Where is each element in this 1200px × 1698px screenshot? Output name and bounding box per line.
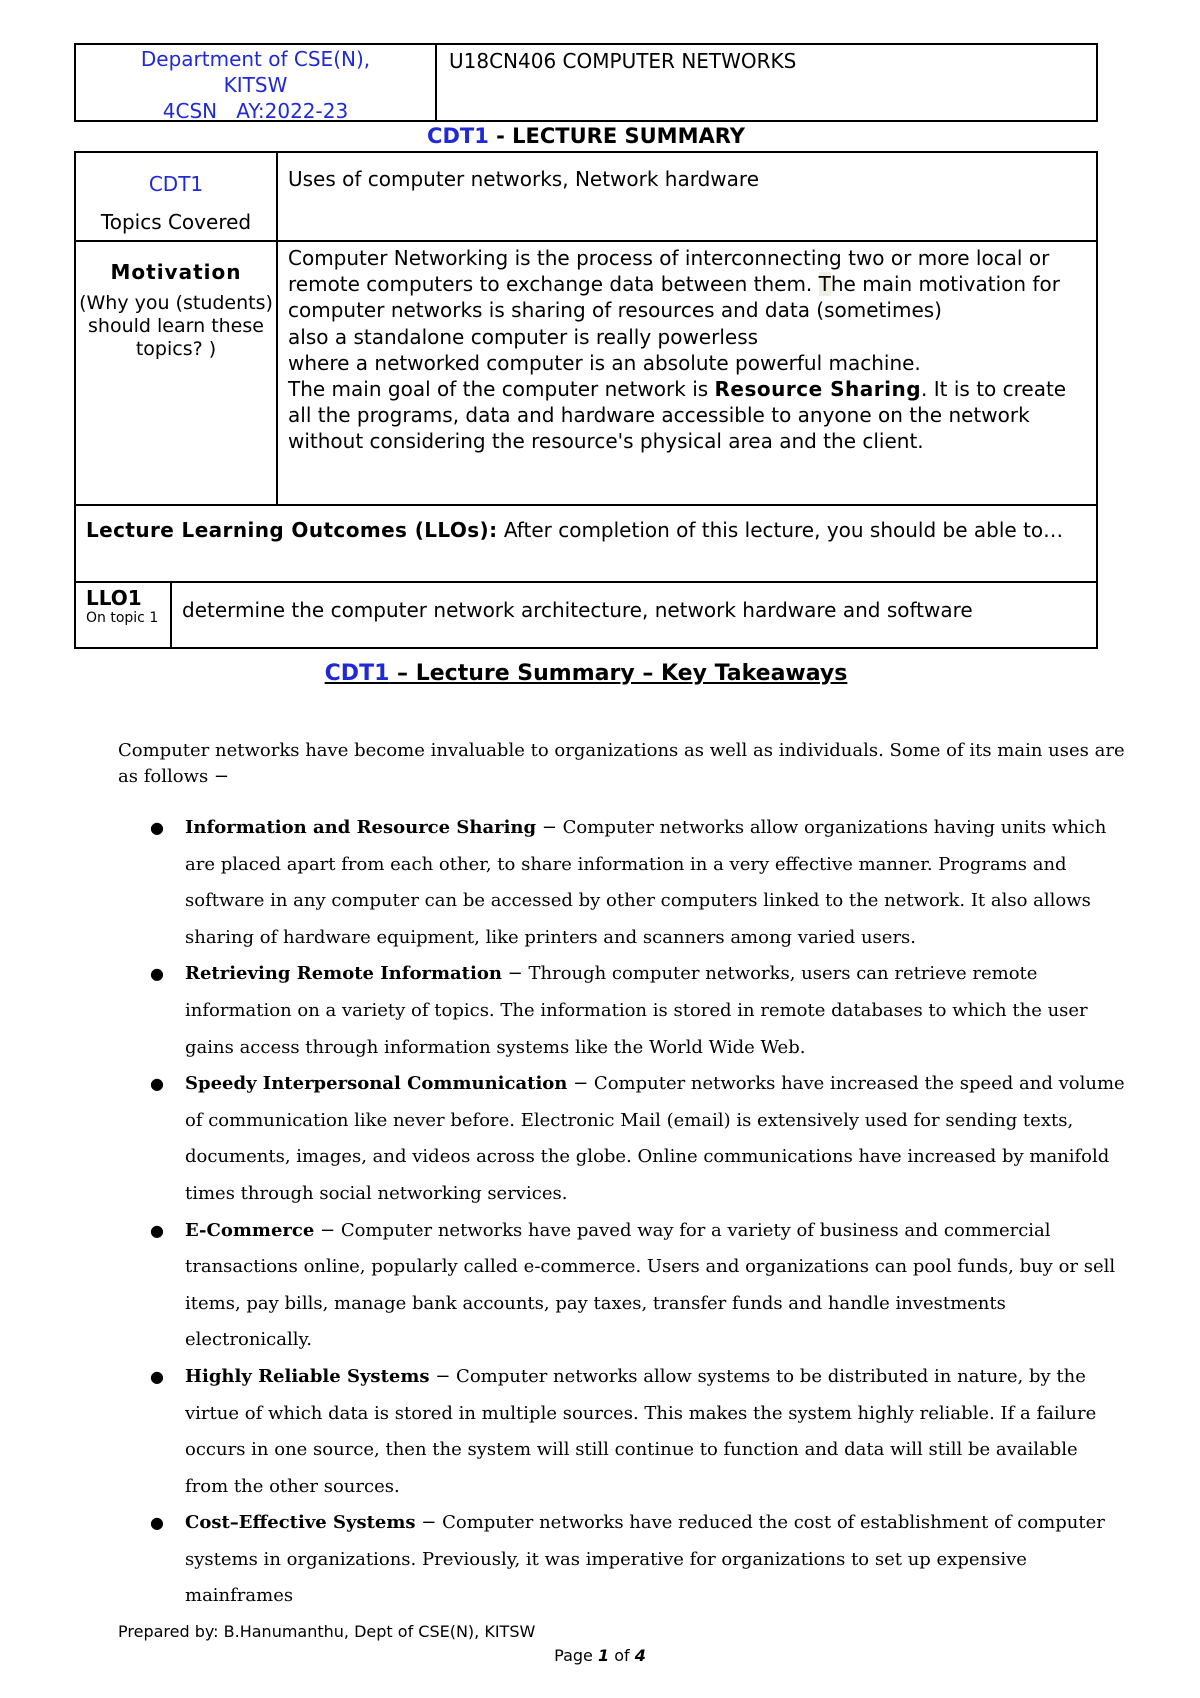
motivation-text-b: he main motivation for computer networks is sharing of resources and data (sometimes): [288, 272, 1060, 323]
bullet-text: − Computer networks allow organizations having units which are placed apart from each other, to share information in a very effective manner. Programs and software in any computer can be accessed by other computers linked to the network. It also allows sharing of hardware equipment, like printers and scanners among varied users.: [185, 817, 1107, 948]
page-label: Page: [554, 1646, 598, 1665]
current-page: 1: [597, 1646, 610, 1665]
list-item: [150, 1066, 1125, 1212]
page-number: [0, 1646, 1200, 1665]
motivation-subtext: (Why you (students) should learn these topics? ): [79, 292, 273, 360]
topics-label-cell: [76, 153, 278, 240]
page-of: of: [609, 1646, 635, 1665]
course-title: U18CN406 COMPUTER NETWORKS: [449, 49, 797, 73]
bullet-title: Highly Reliable Systems: [185, 1365, 430, 1387]
dept-line-2: KITSW: [223, 73, 288, 97]
motivation-text: [278, 242, 1096, 504]
uses-list: [150, 810, 1125, 1615]
prepared-value: B.Hanumanthu, Dept of CSE(N), KITSW: [223, 1622, 536, 1641]
bullet-title: E-Commerce: [185, 1219, 315, 1241]
bullet-icon: ●: [150, 964, 164, 984]
motivation-heading: Motivation: [110, 260, 242, 284]
header-table: [74, 43, 1098, 122]
highlighted-char: T: [818, 272, 831, 297]
bullet-icon: ●: [150, 1366, 164, 1386]
summary-title-rest: - LECTURE SUMMARY: [488, 124, 745, 148]
prepared-by: [118, 1622, 535, 1641]
bullet-text: − Computer networks have paved way for a variety of business and commercial transactions online, popularly called e-commerce. Users and organizations can pool funds, buy or sell items, pay bills, manage bank accounts, pay taxes, transfer funds and handle investments electronically.: [185, 1219, 1116, 1351]
motivation-goal: [288, 376, 1086, 455]
llo-header-bold: Lecture Learning Outcomes (LLOs):: [86, 518, 498, 542]
department-cell: [76, 45, 437, 123]
bullet-icon: ●: [150, 1220, 164, 1240]
list-item: [150, 956, 1125, 1066]
takeaways-code: CDT1: [324, 661, 390, 686]
list-item: [150, 810, 1125, 956]
llo-header-row: [76, 506, 1096, 583]
bullet-icon: ●: [150, 818, 164, 837]
topics-value: Uses of computer networks, Network hardware: [288, 167, 760, 191]
list-item: [150, 1505, 1125, 1615]
goal-bold: Resource Sharing: [714, 377, 922, 402]
motivation-line-3: where a networked computer is an absolute powerful machine.: [288, 350, 921, 375]
bullet-text: − Computer networks have reduced the cost of establishment of computer systems in organizations. Previously, it was imperative for organizations to set up expensive mainframes: [185, 1512, 1105, 1607]
bullet-text: − Computer networks have increased the speed and volume of communication like never before. Electronic Mail (email) is extensively used for sending texts, documents, images, and videos across the globe. Online communications have increased by manifold times through social networking services.: [185, 1073, 1125, 1204]
intro-paragraph: Computer networks have become invaluable to organizations as well as individuals. Some of its main uses are as follows −: [118, 740, 1125, 787]
llo1-row: [76, 583, 1096, 647]
bullet-title: Retrieving Remote Information: [185, 963, 502, 985]
motivation-line-2: also a standalone computer is really powerless: [288, 324, 759, 349]
list-item: [150, 1213, 1125, 1359]
motivation-row: [76, 242, 1096, 506]
llo1-title: LLO1: [86, 586, 142, 610]
motivation-text-a: Computer Networking is the process of interconnecting two or more local or remote computers to exchange data between them.: [288, 246, 1050, 297]
bullet-text: − Computer networks allow systems to be distributed in nature, by the virtue of which data is stored in multiple sources. This makes the system highly reliable. If a failure occurs in one source, then the system will still continue to function and data will still be available from the other sources.: [185, 1365, 1097, 1497]
llo1-sub: On topic 1: [86, 610, 159, 626]
llo1-label-cell: [76, 583, 172, 647]
dept-line-1: Department of CSE(N),: [140, 47, 371, 71]
list-item: [150, 1359, 1125, 1505]
key-takeaways-title: [74, 660, 1098, 688]
motivation-paragraph: [288, 245, 1086, 324]
lecture-summary-title: [74, 122, 1098, 150]
goal-text-b: . It is to create all the programs, data and hardware accessible to anyone on the network without considering the resource's physical area and the client.: [288, 377, 1067, 454]
bullet-title: Speedy Interpersonal Communication: [185, 1073, 568, 1095]
bullet-title: Information and Resource Sharing: [185, 817, 537, 838]
llo-header: [76, 506, 1073, 581]
prepared-label: Prepared by:: [118, 1622, 224, 1641]
goal-text-a: The main goal of the computer network is: [288, 377, 715, 402]
bullet-icon: ●: [150, 1513, 164, 1533]
summary-code: CDT1: [427, 124, 489, 148]
llo-header-rest: After completion of this lecture, you should be able to…: [497, 518, 1064, 542]
dept-line-3: 4CSN AY:2022-23: [162, 99, 349, 123]
bullet-icon: ●: [150, 1074, 164, 1094]
llo1-text: determine the computer network architecture, network hardware and software: [182, 598, 973, 622]
takeaways-title-rest: – Lecture Summary – Key Takeaways: [389, 661, 848, 686]
bullet-text: − Through computer networks, users can retrieve remote information on a variety of topics. The information is stored in remote databases to which the user gains access through information systems like the World Wide Web.: [185, 963, 1088, 1058]
motivation-label-cell: [76, 242, 278, 504]
topics-label: Topics Covered: [100, 210, 252, 234]
total-pages: 4: [634, 1646, 646, 1665]
topics-row: [76, 153, 1096, 242]
bullet-title: Cost–Effective Systems: [185, 1512, 416, 1534]
summary-table: [74, 151, 1098, 649]
topics-code: CDT1: [148, 172, 204, 196]
